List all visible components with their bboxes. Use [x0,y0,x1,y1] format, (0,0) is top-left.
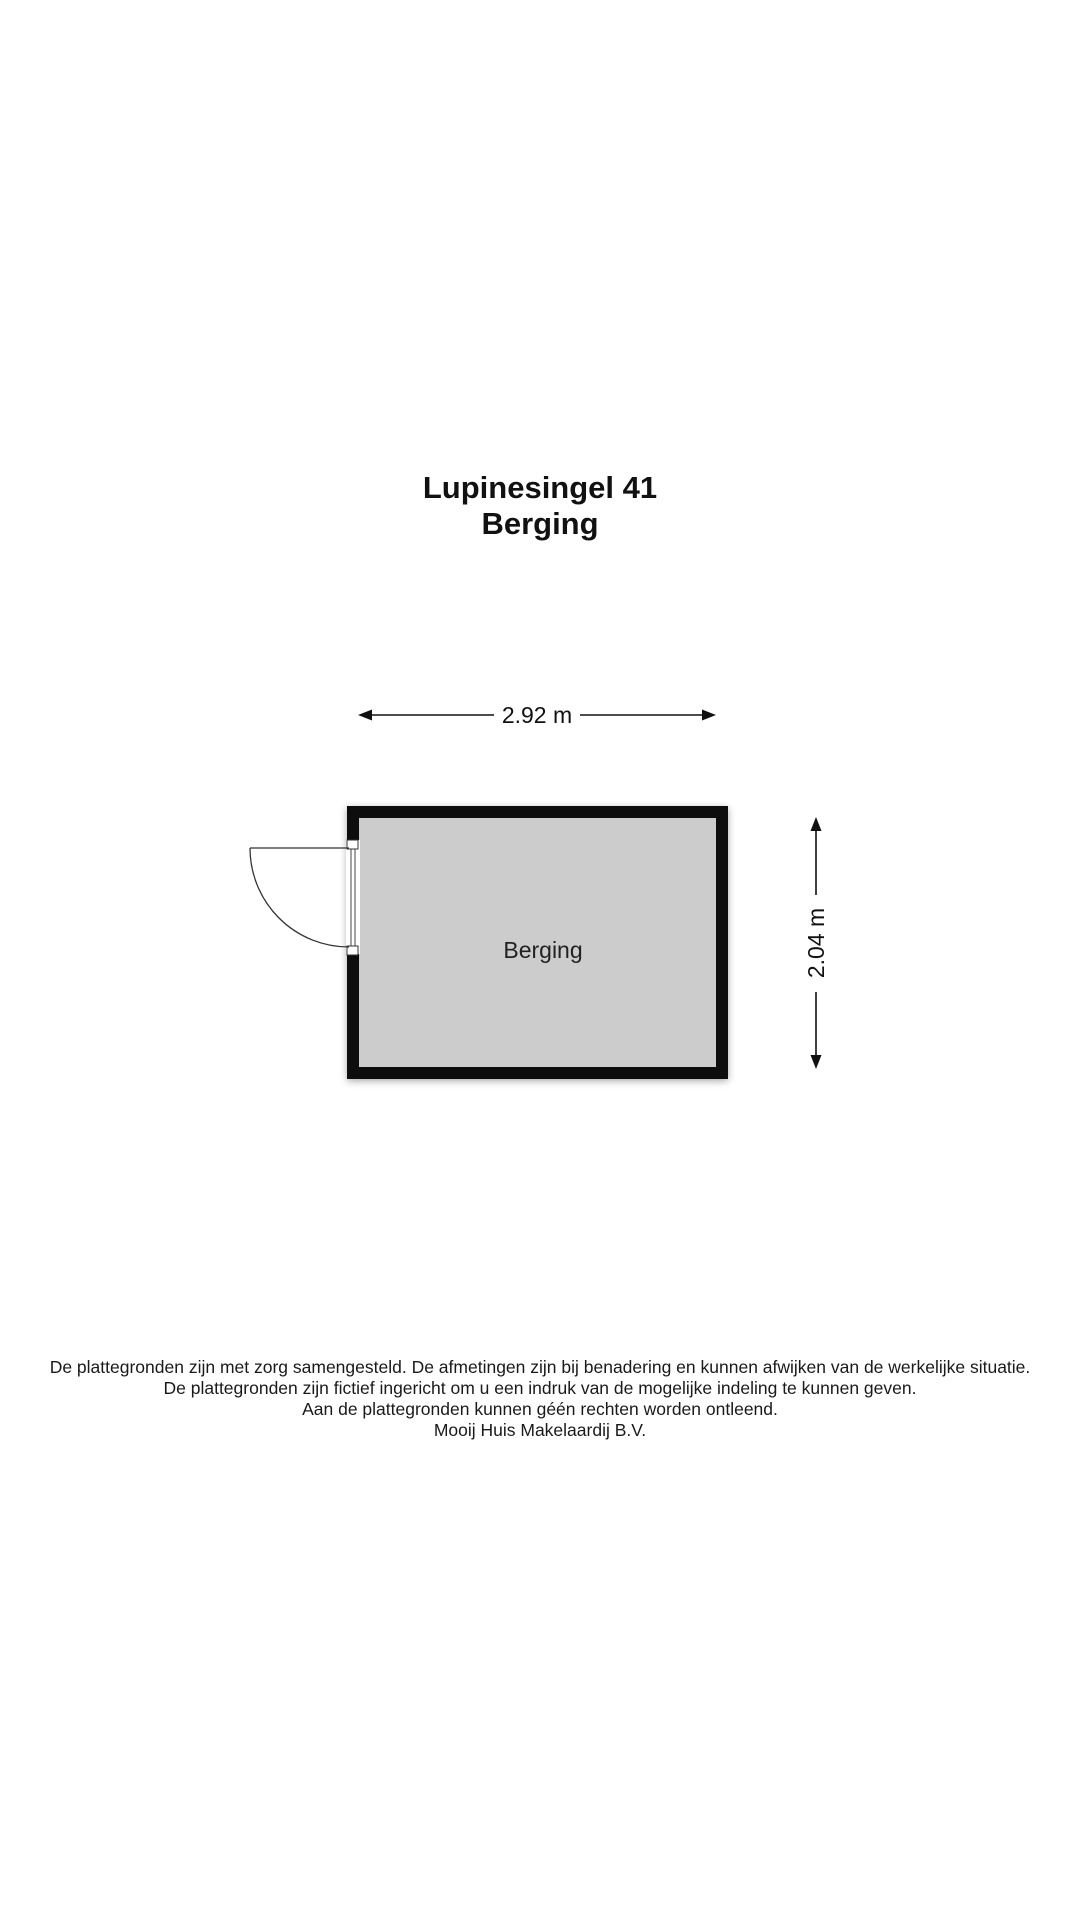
width-arrow-left [358,710,372,721]
room-label: Berging [503,937,583,963]
address-title: Lupinesingel 41 [422,470,658,505]
width-dimension-label: 2.92 m [501,702,573,728]
width-dimension [358,702,716,728]
height-dimension-label: 2.04 m [803,907,829,979]
height-arrow-top [811,817,822,831]
floor-title: Berging [481,506,599,541]
disclaimer-line: De plattegronden zijn met zorg samengesteld. De afmetingen zijn bij benadering en kunnen afwijken van de werkelijke situatie. [49,1357,1031,1377]
disclaimer-line: De plattegronden zijn fictief ingericht om u een indruk van de mogelijke indeling te kunnen geven. [163,1378,917,1398]
height-dimension [803,817,829,1069]
disclaimer [0,1357,1080,1441]
width-arrow-right [702,710,716,721]
door-swing-arc [250,848,349,947]
door [250,840,360,955]
height-arrow-bottom [811,1055,822,1069]
company-name: Mooij Huis Makelaardij B.V. [433,1420,647,1440]
disclaimer-line: Aan de plattegronden kunnen géén rechten worden ontleend. [302,1399,778,1419]
door-opening [346,840,360,954]
